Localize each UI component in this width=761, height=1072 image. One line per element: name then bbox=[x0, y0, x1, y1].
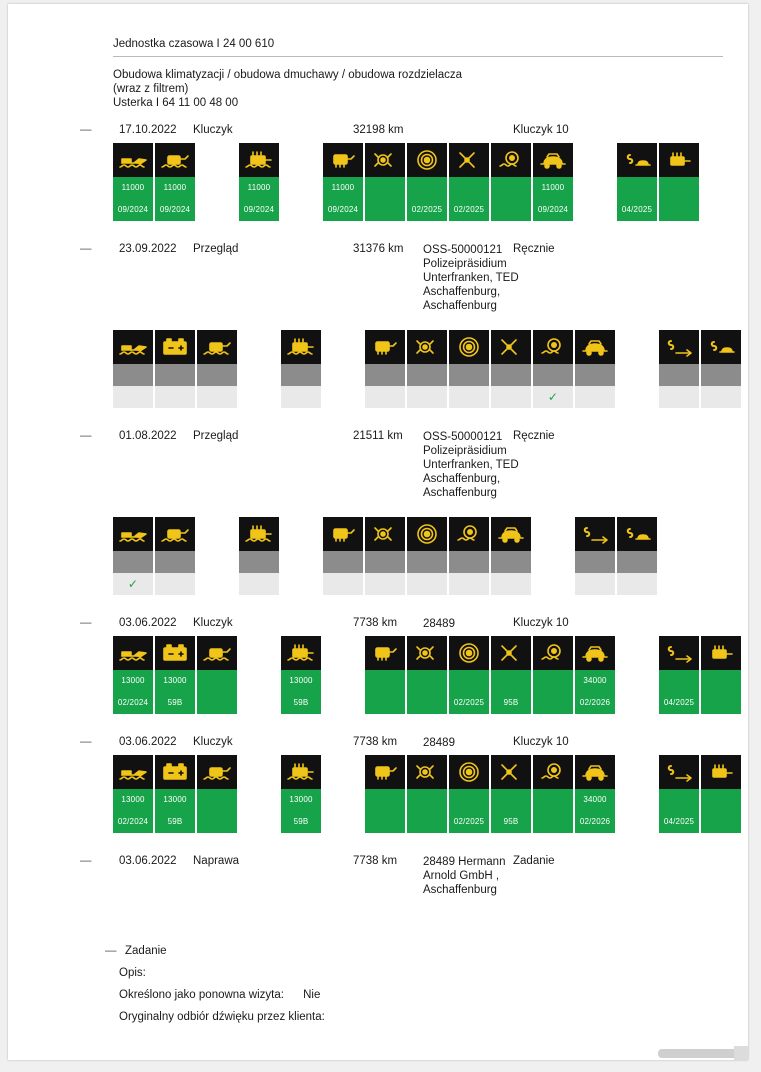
service-value-primary bbox=[575, 364, 615, 386]
service-item[interactable] bbox=[155, 143, 195, 221]
service-item[interactable] bbox=[533, 330, 573, 408]
service-value-primary bbox=[533, 789, 573, 811]
service-item[interactable] bbox=[701, 755, 741, 833]
fuel-filter-icon bbox=[323, 517, 363, 551]
service-value-primary bbox=[113, 364, 153, 386]
brake-fluid-icon bbox=[449, 517, 489, 551]
service-item[interactable] bbox=[365, 636, 405, 714]
page-title: Jednostka czasowa I 24 00 610 bbox=[113, 38, 723, 57]
service-item[interactable] bbox=[197, 636, 237, 714]
service-value-secondary bbox=[659, 199, 699, 221]
footer-audio-label: Oryginalny odbiór dźwięku przez klienta: bbox=[119, 1011, 325, 1023]
service-value-secondary bbox=[701, 386, 741, 408]
service-value-secondary bbox=[365, 386, 405, 408]
service-icon-strip bbox=[113, 330, 733, 416]
service-value-secondary bbox=[197, 811, 237, 833]
service-value-secondary: 02/2025 bbox=[449, 811, 489, 833]
vehicle-check-icon bbox=[575, 330, 615, 364]
service-item[interactable] bbox=[659, 636, 699, 714]
air-filter-icon bbox=[281, 755, 321, 789]
service-item[interactable] bbox=[701, 330, 741, 408]
event-mileage: 7738 km bbox=[353, 736, 398, 748]
service-value-primary: 13000 bbox=[281, 789, 321, 811]
service-value-secondary bbox=[365, 573, 405, 595]
service-value-primary bbox=[659, 670, 699, 692]
fuel-filter-icon bbox=[365, 755, 405, 789]
brake-disc-icon bbox=[449, 755, 489, 789]
service-value-secondary: 04/2025 bbox=[659, 692, 699, 714]
air-filter-icon bbox=[239, 517, 279, 551]
service-item[interactable] bbox=[701, 636, 741, 714]
task-footer bbox=[105, 940, 733, 1028]
event-row bbox=[80, 617, 733, 722]
service-item[interactable] bbox=[407, 636, 447, 714]
service-value-primary bbox=[407, 670, 447, 692]
event-list bbox=[80, 124, 733, 914]
event-row bbox=[80, 430, 733, 603]
service-icon-strip bbox=[113, 755, 733, 841]
oil-filter-icon bbox=[197, 755, 237, 789]
inspection-arrow-icon bbox=[659, 755, 699, 789]
footer-desc-label: Opis: bbox=[119, 967, 146, 979]
service-value-primary: 13000 bbox=[113, 670, 153, 692]
service-value-primary bbox=[449, 670, 489, 692]
service-value-secondary bbox=[449, 573, 489, 595]
brake-disc-icon bbox=[407, 143, 447, 177]
service-value-secondary bbox=[491, 199, 531, 221]
event-header bbox=[113, 736, 733, 749]
service-item[interactable] bbox=[491, 517, 531, 595]
service-value-primary: 13000 bbox=[281, 670, 321, 692]
service-value-primary bbox=[407, 551, 447, 573]
event-header bbox=[113, 430, 733, 499]
service-item[interactable] bbox=[659, 330, 699, 408]
service-value-primary bbox=[155, 364, 195, 386]
event-reference: 28489 bbox=[423, 737, 455, 749]
service-value-secondary bbox=[113, 386, 153, 408]
service-value-primary bbox=[449, 364, 489, 386]
service-item[interactable] bbox=[197, 755, 237, 833]
event-type: Kluczyk bbox=[193, 124, 233, 136]
event-header bbox=[113, 124, 733, 137]
service-value-secondary bbox=[491, 386, 531, 408]
service-value-secondary bbox=[407, 573, 447, 595]
service-value-primary bbox=[365, 551, 405, 573]
event-reference: OSS-50000121 Polizeipräsidium Unterfranken, TED Aschaffenburg, Aschaffenburg bbox=[423, 244, 519, 312]
oil-filter-icon bbox=[155, 143, 195, 177]
service-value-primary bbox=[659, 789, 699, 811]
service-value-secondary bbox=[239, 573, 279, 595]
oil-filter-icon bbox=[197, 636, 237, 670]
service-item[interactable] bbox=[113, 517, 153, 595]
service-value-primary: 13000 bbox=[113, 789, 153, 811]
service-item[interactable] bbox=[197, 330, 237, 408]
service-item[interactable] bbox=[533, 636, 573, 714]
service-item[interactable] bbox=[491, 143, 531, 221]
oil-can-icon bbox=[113, 143, 153, 177]
fuel-filter-icon bbox=[365, 636, 405, 670]
service-value-primary bbox=[659, 364, 699, 386]
service-item[interactable] bbox=[449, 330, 489, 408]
service-value-primary bbox=[701, 789, 741, 811]
service-value-primary bbox=[407, 364, 447, 386]
service-item[interactable] bbox=[155, 517, 195, 595]
service-value-primary bbox=[449, 177, 489, 199]
service-value-primary: 11000 bbox=[113, 177, 153, 199]
vehicle-check-icon bbox=[575, 636, 615, 670]
event-mode: Kluczyk 10 bbox=[513, 617, 569, 629]
oil-filter-icon bbox=[197, 330, 237, 364]
service-item[interactable] bbox=[113, 755, 153, 833]
service-value-secondary: 59B bbox=[281, 692, 321, 714]
service-value-primary: 11000 bbox=[533, 177, 573, 199]
service-item[interactable] bbox=[659, 143, 699, 221]
service-item[interactable] bbox=[491, 636, 531, 714]
service-value-secondary bbox=[659, 386, 699, 408]
service-value-secondary bbox=[365, 692, 405, 714]
event-date: 17.10.2022 bbox=[119, 124, 177, 136]
service-item[interactable] bbox=[407, 517, 447, 595]
event-type: Kluczyk bbox=[193, 617, 233, 629]
event-date: 01.08.2022 bbox=[119, 430, 177, 442]
spark-plug-icon bbox=[365, 517, 405, 551]
service-icon-strip bbox=[113, 143, 733, 229]
service-value-primary bbox=[533, 364, 573, 386]
header-sub-line-2: (wraz z filtrem) bbox=[113, 83, 189, 95]
inspection-s-icon bbox=[617, 517, 657, 551]
vehicle-check-icon bbox=[491, 517, 531, 551]
footer-repeat-label: Określono jako ponowna wizyta: bbox=[119, 989, 284, 1001]
event-reference: 28489 Hermann Arnold GmbH , Aschaffenburg bbox=[423, 856, 506, 896]
footer-repeat-value: Nie bbox=[303, 989, 321, 1001]
service-item[interactable] bbox=[575, 636, 615, 714]
service-item[interactable] bbox=[365, 517, 405, 595]
service-value-secondary bbox=[155, 386, 195, 408]
service-value-secondary bbox=[449, 386, 489, 408]
service-value-primary bbox=[575, 551, 615, 573]
service-value-primary bbox=[365, 177, 405, 199]
event-mileage: 31376 km bbox=[353, 243, 404, 255]
service-item[interactable] bbox=[113, 330, 153, 408]
oil-filter-icon bbox=[155, 517, 195, 551]
service-value-secondary: 09/2024 bbox=[239, 199, 279, 221]
service-item[interactable] bbox=[575, 517, 615, 595]
service-value-primary bbox=[197, 364, 237, 386]
service-value-secondary: 95B bbox=[491, 692, 531, 714]
service-value-secondary: 59B bbox=[155, 811, 195, 833]
service-value-primary bbox=[407, 177, 447, 199]
service-item[interactable] bbox=[449, 755, 489, 833]
service-value-secondary bbox=[155, 573, 195, 595]
event-type: Przegląd bbox=[193, 430, 239, 442]
service-item[interactable] bbox=[407, 755, 447, 833]
header-subtitle bbox=[113, 68, 733, 110]
service-value-secondary: 02/2025 bbox=[407, 199, 447, 221]
event-mileage: 7738 km bbox=[353, 855, 398, 867]
service-value-secondary: 09/2024 bbox=[155, 199, 195, 221]
service-value-primary bbox=[281, 364, 321, 386]
battery-icon bbox=[155, 636, 195, 670]
service-value-secondary bbox=[701, 811, 741, 833]
vehicle-check-icon bbox=[575, 755, 615, 789]
brake-fluid-icon bbox=[533, 636, 573, 670]
battery-icon bbox=[155, 755, 195, 789]
service-value-secondary: 02/2026 bbox=[575, 692, 615, 714]
service-value-secondary: 02/2026 bbox=[575, 811, 615, 833]
event-date: 23.09.2022 bbox=[119, 243, 177, 255]
event-row bbox=[80, 243, 733, 416]
service-value-primary bbox=[617, 177, 657, 199]
event-mileage: 7738 km bbox=[353, 617, 398, 629]
event-type: Naprawa bbox=[193, 855, 240, 867]
service-value-secondary: 09/2024 bbox=[323, 199, 363, 221]
inspection-arrow-icon bbox=[575, 517, 615, 551]
fuel-filter-icon bbox=[365, 330, 405, 364]
service-value-secondary: 09/2024 bbox=[533, 199, 573, 221]
wrench-icon bbox=[449, 143, 489, 177]
service-item[interactable] bbox=[323, 143, 363, 221]
brake-fluid-icon bbox=[533, 330, 573, 364]
document-page bbox=[8, 4, 748, 1060]
spark-plug-icon bbox=[365, 143, 405, 177]
inspection-arrow-icon bbox=[659, 330, 699, 364]
service-value-secondary bbox=[407, 811, 447, 833]
service-value-secondary: ✓ bbox=[533, 386, 573, 408]
service-item[interactable] bbox=[281, 636, 321, 714]
service-value-primary bbox=[407, 789, 447, 811]
event-date: 03.06.2022 bbox=[119, 617, 177, 629]
service-value-primary bbox=[491, 177, 531, 199]
service-value-primary bbox=[491, 364, 531, 386]
event-reference: OSS-50000121 Polizeipräsidium Unterfranken, TED Aschaffenburg, Aschaffenburg bbox=[423, 431, 519, 499]
service-item[interactable] bbox=[449, 636, 489, 714]
service-value-secondary: 02/2025 bbox=[449, 692, 489, 714]
service-value-secondary: 59B bbox=[281, 811, 321, 833]
service-value-primary: 11000 bbox=[239, 177, 279, 199]
service-value-secondary bbox=[533, 692, 573, 714]
service-value-primary bbox=[365, 670, 405, 692]
wrench-icon bbox=[491, 755, 531, 789]
event-header bbox=[113, 243, 733, 312]
service-item[interactable] bbox=[239, 517, 279, 595]
event-mileage: 32198 km bbox=[353, 124, 404, 136]
air-filter-icon bbox=[239, 143, 279, 177]
oil-can-icon bbox=[113, 517, 153, 551]
footer-repeat-row bbox=[119, 984, 733, 1006]
service-value-secondary: 95B bbox=[491, 811, 531, 833]
service-value-secondary bbox=[365, 811, 405, 833]
service-value-secondary: 09/2024 bbox=[113, 199, 153, 221]
service-value-primary bbox=[659, 177, 699, 199]
battery-icon bbox=[155, 330, 195, 364]
event-date: 03.06.2022 bbox=[119, 736, 177, 748]
service-value-primary bbox=[449, 551, 489, 573]
brake-disc-icon bbox=[407, 517, 447, 551]
air-filter-icon bbox=[281, 636, 321, 670]
service-item[interactable] bbox=[365, 143, 405, 221]
service-item[interactable] bbox=[659, 755, 699, 833]
wrench-icon bbox=[491, 330, 531, 364]
service-value-primary bbox=[617, 551, 657, 573]
service-value-primary: 11000 bbox=[323, 177, 363, 199]
service-value-primary: 13000 bbox=[155, 789, 195, 811]
service-value-secondary: 02/2024 bbox=[113, 692, 153, 714]
event-mode: Kluczyk 10 bbox=[513, 736, 569, 748]
service-value-primary bbox=[113, 551, 153, 573]
brake-fluid-icon bbox=[533, 755, 573, 789]
event-mode: Ręcznie bbox=[513, 243, 555, 255]
service-value-secondary: 59B bbox=[155, 692, 195, 714]
service-item[interactable] bbox=[155, 636, 195, 714]
service-value-secondary bbox=[323, 573, 363, 595]
event-row bbox=[80, 124, 733, 229]
service-item[interactable] bbox=[491, 330, 531, 408]
service-value-primary: 34000 bbox=[575, 789, 615, 811]
service-item[interactable] bbox=[113, 636, 153, 714]
service-icon-strip bbox=[113, 517, 733, 603]
event-mode: Zadanie bbox=[513, 855, 555, 867]
event-date: 03.06.2022 bbox=[119, 855, 177, 867]
service-value-primary bbox=[491, 551, 531, 573]
service-value-secondary bbox=[575, 573, 615, 595]
service-item[interactable] bbox=[155, 755, 195, 833]
service-value-secondary bbox=[365, 199, 405, 221]
service-value-secondary bbox=[575, 386, 615, 408]
cabin-filter-icon bbox=[659, 143, 699, 177]
event-header bbox=[113, 617, 733, 630]
service-value-secondary bbox=[701, 692, 741, 714]
header-sub-line-3: Usterka I 64 11 00 48 00 bbox=[113, 97, 239, 109]
service-value-secondary bbox=[491, 573, 531, 595]
event-collapse-toggle[interactable]: — bbox=[80, 430, 92, 442]
vehicle-check-icon bbox=[533, 143, 573, 177]
service-value-secondary bbox=[197, 692, 237, 714]
air-filter-icon bbox=[281, 330, 321, 364]
service-value-primary bbox=[323, 551, 363, 573]
service-item[interactable] bbox=[155, 330, 195, 408]
event-collapse-toggle[interactable]: — bbox=[80, 124, 92, 136]
oil-can-icon bbox=[113, 636, 153, 670]
oil-can-icon bbox=[113, 755, 153, 789]
service-value-primary: 11000 bbox=[155, 177, 195, 199]
event-row bbox=[80, 855, 733, 914]
service-item[interactable] bbox=[575, 755, 615, 833]
spark-plug-icon bbox=[407, 636, 447, 670]
spark-plug-icon bbox=[407, 755, 447, 789]
footer-dash: — bbox=[105, 945, 117, 957]
cabin-filter-icon bbox=[701, 636, 741, 670]
service-item[interactable] bbox=[575, 330, 615, 408]
service-value-primary bbox=[365, 789, 405, 811]
service-value-primary bbox=[491, 789, 531, 811]
service-value-secondary bbox=[281, 386, 321, 408]
spark-plug-icon bbox=[407, 330, 447, 364]
service-value-primary bbox=[365, 364, 405, 386]
service-value-primary: 34000 bbox=[575, 670, 615, 692]
service-item[interactable] bbox=[365, 330, 405, 408]
service-item[interactable] bbox=[449, 143, 489, 221]
service-icon-strip bbox=[113, 636, 733, 722]
service-value-secondary bbox=[407, 692, 447, 714]
service-value-primary bbox=[533, 670, 573, 692]
service-value-secondary: ✓ bbox=[113, 573, 153, 595]
service-value-secondary bbox=[197, 386, 237, 408]
wrench-icon bbox=[491, 636, 531, 670]
fuel-filter-icon bbox=[323, 143, 363, 177]
scrollbar-corner bbox=[734, 1046, 748, 1060]
event-collapse-toggle[interactable]: — bbox=[80, 736, 92, 748]
service-item[interactable] bbox=[617, 517, 657, 595]
brake-disc-icon bbox=[449, 636, 489, 670]
service-item[interactable] bbox=[281, 330, 321, 408]
service-value-secondary bbox=[533, 811, 573, 833]
event-type: Kluczyk bbox=[193, 736, 233, 748]
service-value-primary bbox=[155, 551, 195, 573]
service-item[interactable] bbox=[407, 330, 447, 408]
event-mode: Ręcznie bbox=[513, 430, 555, 442]
service-item[interactable] bbox=[449, 517, 489, 595]
brake-disc-icon bbox=[449, 330, 489, 364]
report-body bbox=[80, 38, 733, 1028]
service-value-primary bbox=[197, 670, 237, 692]
service-item[interactable] bbox=[323, 517, 363, 595]
service-value-secondary: 02/2025 bbox=[449, 199, 489, 221]
service-value-primary bbox=[701, 364, 741, 386]
oil-can-icon bbox=[113, 330, 153, 364]
service-item[interactable] bbox=[491, 755, 531, 833]
event-reference: 28489 bbox=[423, 618, 455, 630]
service-value-primary: 13000 bbox=[155, 670, 195, 692]
inspection-arrow-icon bbox=[659, 636, 699, 670]
event-collapse-toggle[interactable]: — bbox=[80, 243, 92, 255]
inspection-s-icon bbox=[701, 330, 741, 364]
cabin-filter-icon bbox=[701, 755, 741, 789]
header-sub-line-1: Obudowa klimatyzacji / obudowa dmuchawy / obudowa rozdzielacza bbox=[113, 69, 463, 81]
service-item[interactable] bbox=[113, 143, 153, 221]
event-mode: Kluczyk 10 bbox=[513, 124, 569, 136]
service-item[interactable] bbox=[281, 755, 321, 833]
event-collapse-toggle[interactable]: — bbox=[80, 617, 92, 629]
service-value-primary bbox=[197, 789, 237, 811]
inspection-s-icon bbox=[617, 143, 657, 177]
service-item[interactable] bbox=[407, 143, 447, 221]
service-item[interactable] bbox=[533, 755, 573, 833]
service-value-secondary: 04/2025 bbox=[617, 199, 657, 221]
event-collapse-toggle[interactable]: — bbox=[80, 855, 92, 867]
event-mileage: 21511 km bbox=[353, 430, 403, 442]
service-value-primary bbox=[491, 670, 531, 692]
service-value-primary bbox=[239, 551, 279, 573]
event-row bbox=[80, 736, 733, 841]
service-value-secondary: 02/2024 bbox=[113, 811, 153, 833]
service-item[interactable] bbox=[617, 143, 657, 221]
service-value-secondary bbox=[407, 386, 447, 408]
service-item[interactable] bbox=[533, 143, 573, 221]
event-type: Przegląd bbox=[193, 243, 239, 255]
service-value-secondary: 04/2025 bbox=[659, 811, 699, 833]
service-item[interactable] bbox=[239, 143, 279, 221]
service-value-primary bbox=[449, 789, 489, 811]
event-header bbox=[113, 855, 733, 896]
brake-fluid-icon bbox=[491, 143, 531, 177]
service-value-secondary bbox=[617, 573, 657, 595]
service-value-primary bbox=[701, 670, 741, 692]
service-item[interactable] bbox=[365, 755, 405, 833]
footer-task-label: Zadanie bbox=[125, 945, 167, 957]
